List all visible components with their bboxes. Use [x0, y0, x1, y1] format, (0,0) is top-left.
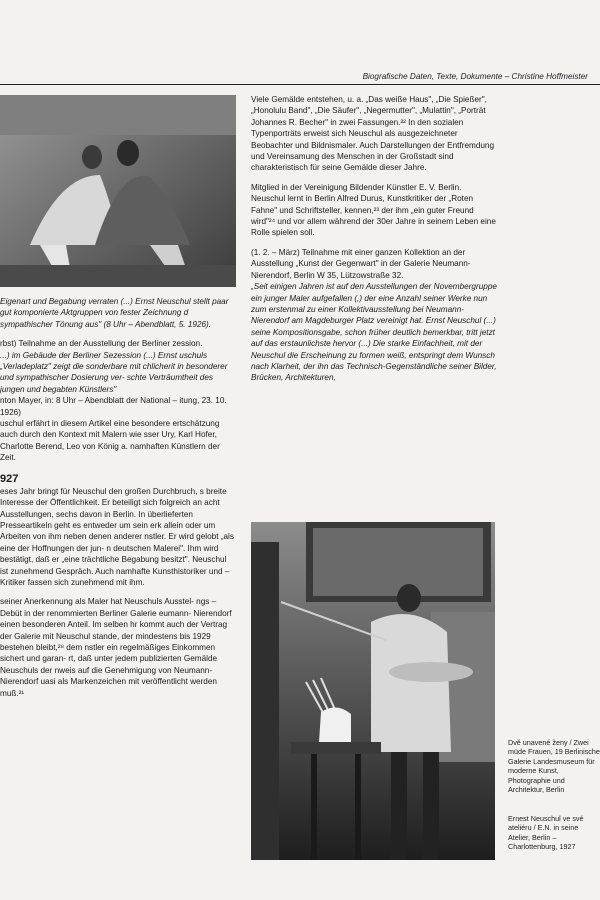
year-heading: 927 — [0, 472, 19, 485]
review-quote-2: ...) im Gebäude der Berliner Sezession (...) Ernst uschuls „Verladeplatz" zeigt die sonderbare mit chlicherit in besonderer und sympathischer Dosierung ver- schte Verträumtheit des jungen und begabten Künstlers" — [0, 350, 228, 394]
painting-caption: Dvě unavené ženy / Zwei müde Frauen, 19 Berlinische Galerie Landesmuseum für moderne Kunst, Photographie und Architektur, Berlin — [508, 738, 600, 795]
paintings-paragraph: Viele Gemälde entstehen, u. a. „Das weiße Haus", „Die Spießer", „Honolulu Band", „Die Säufer", „Negermutter", „Mulattin", „Porträt Johannes R. Becher" in zwei Fassungen.²² In den sozialen Typenporträts erweist sich Neuschul als ausgezeichneter Beobachter und Bildnismaler. Auch Darstellungen der Entfremdung und Vereinsamung des Menschen in der Großstadt sind charakteristisch für seine Gemälde dieser Jahre. — [251, 95, 495, 173]
middle-column — [251, 94, 497, 384]
sezession-item: rbst) Teilnahme an der Ausstellung der Berliner zession. — [0, 339, 203, 349]
header-rule — [0, 84, 600, 85]
paragraph-1927: eses Jahr bringt für Neuschul den großen Durchbruch, s breite Interesse der Öffentlichkeit. Er beteiligt sich folgreich an acht Ausstellungen, sechs davon in Berlin. In überlieferten Presseartikeln geht es entweder um sein erk allein oder um Arbeiten von ihm neben denen anderer nstler. Er wird gelobt „als eine der Hoffnungen der jun- n deutschen Malerei". Ihm wird bestätigt, daß er „eine trächtliche Begabung besitzt". Neuschul ist zunehmend Gespräch. Auch namhafte Kunsthistoriker und – Kritiker fassen sich zunehmend mit ihm. — [0, 486, 234, 587]
recognition-paragraph: uschul erfährt in diesem Artikel eine besondere ertschätzung auch durch den Kontext mit Malern wie sser Ury, Karl Hofer, Charlotte Berend, Leo von König a. namhaften Künstlern der Zeit. — [0, 419, 220, 463]
running-header: Biografische Daten, Texte, Dokumente – Christine Hoffmeister — [362, 72, 588, 81]
exhibition-paragraph: (1. 2. – März) Teilnahme mit einer ganzen Kollektion an der Ausstellung „Kunst der Gegenwart" in der Galerie Neumann-Nierendorf, Berlin W 35, Lützowstraße 32. — [251, 247, 471, 280]
painting-photo — [0, 95, 236, 287]
debut-paragraph: seiner Anerkennung als Maler hat Neuschuls Ausstel- ngs – Debüt in der renommierten Berliner Galerie eumann- Nierendorf einen besonderen Anteil. Im selben hr kommt auch der Vertrag der Galerie mit Neuschul stande, der mindestens bis 1929 bestehen bleibt,²⁸ dem nstler ein regelmäßiges Einkommen sichert und garan- rt, daß unter jedem publizierten Gemälde Neuschuls der nweis auf die Genehmigung von Neumann-Nierendorf uasi als Markenzeichen mit veröffentlicht werden muß.²¹ — [0, 597, 232, 698]
review-quote-3: „Seit einigen Jahren ist auf den Ausstellungen der Novembergruppe ein junger Maler aufgefallen (,) der eine Anzahl seiner Werke nun zum erstenmal zu einer Kollektivausstellung bei Neumann-Nierendorf am Magdeburger Platz vereinigt hat. Ernst Neuschul (...) seine Kompositionsgabe, schon früher deutlich bemerkbar, tritt jetzt auf das erstaunlichste hervor (...) Die starke Einfachheit, mit der Neuschul die Erscheinung zu formen weiß, entspringt dem Wunsch nach Klarheit, der ihn das Technisch-Gegenständliche seiner Bilder, Brücken, Architekturen, — [251, 282, 497, 383]
left-column — [0, 296, 236, 699]
atelier-caption: Ernest Neuschul ve své ateliéru / E.N. in seine Atelier, Berlin – Charlottenburg, 1927 — [508, 814, 584, 852]
atelier-photo — [251, 522, 495, 860]
membership-paragraph: Mitglied in der Vereinigung Bildender Künstler E. V. Berlin. Neuschul lernt in Berlin Alfred Durus, Kunstkritiker der „Roten Fahne" und Schriftsteller, kennen,²³ der ihm „ein guter Freund wird"²⁴ und vor allem während der 30er Jahre in seinem Leben eine Rolle spielen soll. — [251, 182, 496, 238]
review-quote-1: Eigenart und Begabung verraten (...) Ernst Neuschul stellt paar gut komponierte Aktgruppen von fester Zeichnung d sympathischer Tönung aus" (8 Uhr – Abendblatt, 5. 1926). — [0, 297, 229, 329]
review-quote-2-source: nton Mayer, in: 8 Uhr – Abendblatt der National – itung, 23. 10. 1926) — [0, 396, 227, 417]
